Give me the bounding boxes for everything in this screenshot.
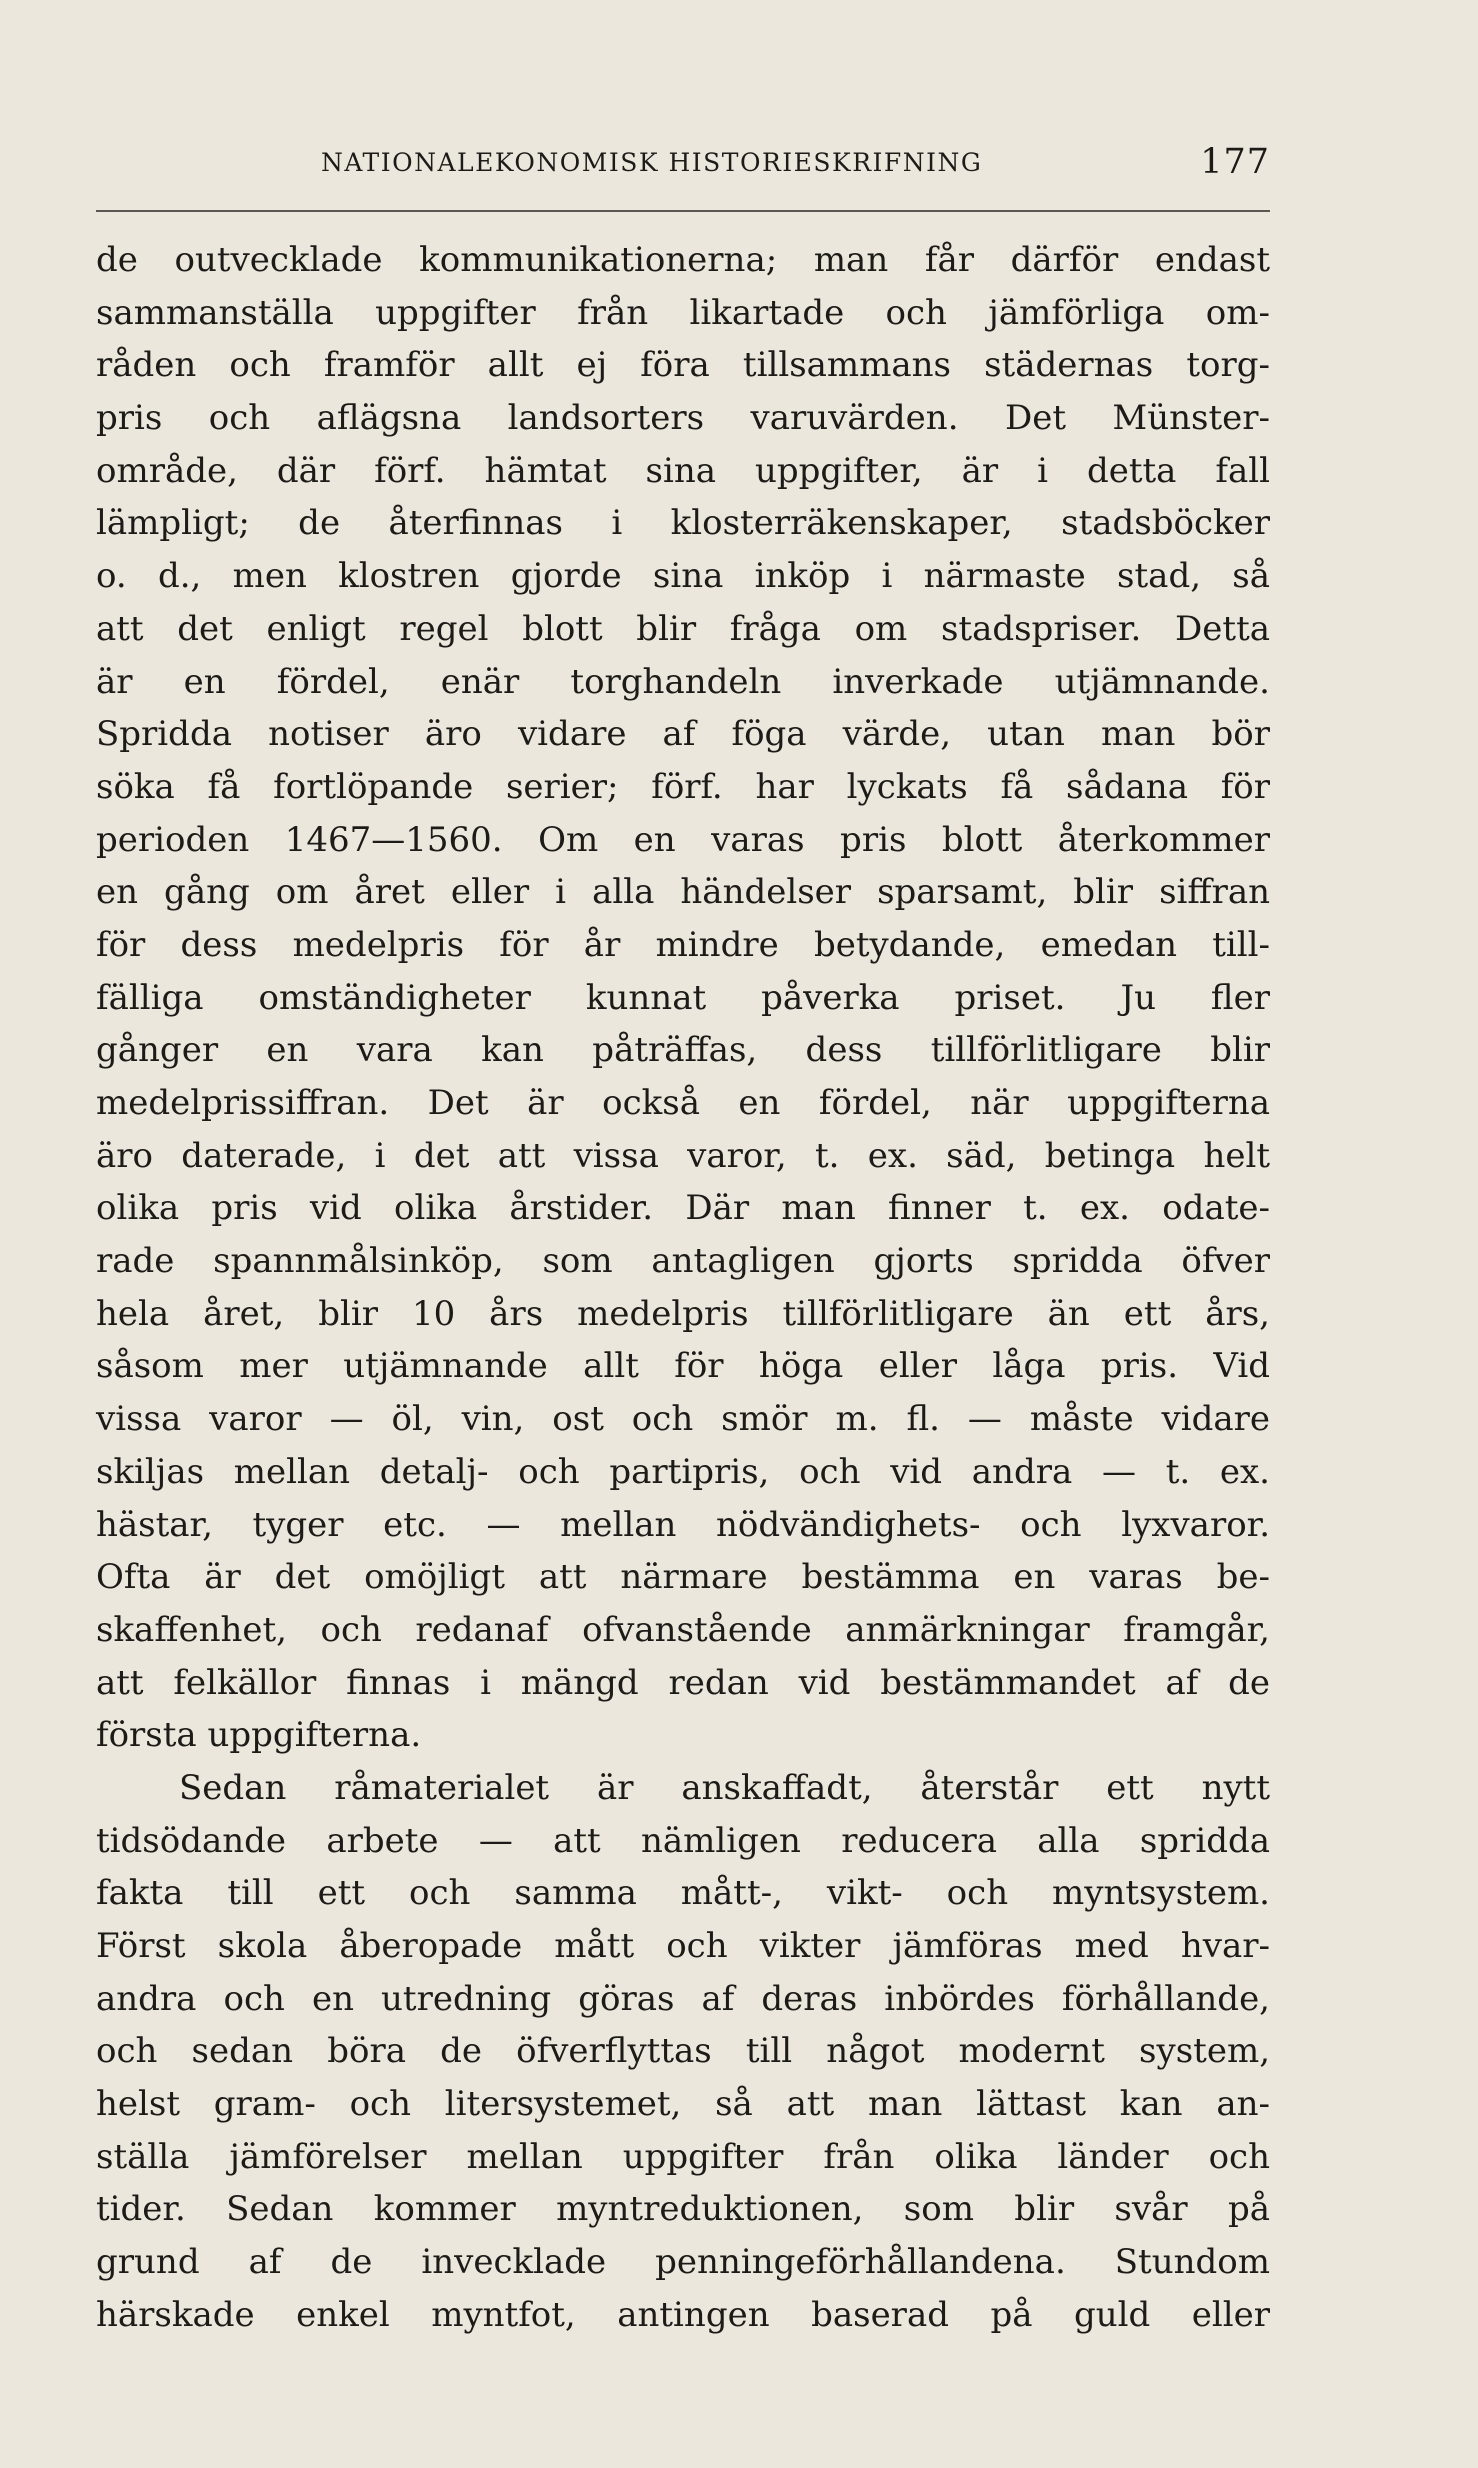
text-line: ställa jämförelser mellan uppgifter från olika länder och	[96, 2136, 1270, 2177]
text-line: hela året, blir 10 års medelpris tillförlitligare än ett års,	[96, 1293, 1270, 1334]
text-line: Ofta är det omöjligt att närmare bestämma en varas be-	[96, 1557, 1270, 1598]
text-line: grund af de invecklade penningeförhållandena. Stundom	[96, 2242, 1270, 2283]
text-line: söka få fortlöpande serier; förf. har lyckats få sådana för	[96, 766, 1270, 807]
text-line: såsom mer utjämnande allt för höga eller låga pris. Vid	[96, 1346, 1270, 1387]
text-line: de outvecklade kommunikationerna; man får därför endast	[96, 240, 1270, 280]
text-line: helst gram- och litersystemet, så att man lättast kan an-	[96, 2084, 1270, 2125]
text-line: råden och framför allt ej föra tillsammans städernas torg-	[96, 345, 1270, 386]
running-header	[96, 142, 1270, 188]
text-line: Spridda notiser äro vidare af föga värde, utan man bör	[96, 714, 1270, 755]
text-line: härskade enkel myntfot, antingen baserad på guld eller	[96, 2294, 1270, 2335]
text-line: tider. Sedan kommer myntreduktionen, som blir svår på	[96, 2189, 1270, 2230]
text-line: Först skola åberopade mått och vikter jämföras med hvar-	[96, 1926, 1270, 1966]
text-line: vissa varor — öl, vin, ost och smör m. fl. — måste vidare	[96, 1399, 1270, 1440]
text-line: skiljas mellan detalj- och partipris, och vid andra — t. ex.	[96, 1451, 1270, 1492]
text-line: äro daterade, i det att vissa varor, t. ex. säd, betinga helt	[96, 1135, 1270, 1176]
text-line: en gång om året eller i alla händelser sparsamt, blir siffran	[96, 872, 1270, 913]
page-number: 177	[1200, 142, 1270, 182]
text-line: lämpligt; de återfinnas i klosterräkenskaper, stadsböcker	[96, 503, 1270, 544]
text-line: andra och en utredning göras af deras inbördes förhållande,	[96, 1978, 1270, 2019]
text-line: att felkällor finnas i mängd redan vid bestämmandet af de	[96, 1662, 1270, 1703]
text-line: sammanställa uppgifter från likartade och jämförliga om-	[96, 292, 1270, 333]
text-line-paragraph-start: Sedan råmaterialet är anskaffadt, återstår ett nytt	[179, 1767, 1270, 1808]
text-line: fälliga omständigheter kunnat påverka priset. Ju fler	[96, 977, 1270, 1018]
text-line: perioden 1467—1560. Om en varas pris blott återkommer	[96, 819, 1270, 860]
text-line: fakta till ett och samma mått-, vikt- och myntsystem.	[96, 1873, 1270, 1914]
text-line: område, där förf. hämtat sina uppgifter, är i detta fall	[96, 450, 1270, 491]
text-line: skaffenhet, och redanaf ofvanstående anmärkningar framgår,	[96, 1609, 1270, 1650]
header-rule	[96, 210, 1270, 212]
text-line: hästar, tyger etc. — mellan nödvändighets- och lyxvaror.	[96, 1504, 1270, 1545]
body-text	[96, 234, 1270, 2342]
text-line: att det enligt regel blott blir fråga om stadspriser. Detta	[96, 608, 1270, 649]
text-line: och sedan böra de öfverflyttas till något modernt system,	[96, 2031, 1270, 2072]
text-line-paragraph-end: första uppgifterna.	[96, 1715, 422, 1756]
running-title: NATIONALEKONOMISK HISTORIESKRIFNING	[321, 148, 983, 177]
text-line: medelprissiffran. Det är också en fördel, när uppgifterna	[96, 1083, 1270, 1123]
text-line: olika pris vid olika årstider. Där man finner t. ex. odate-	[96, 1188, 1270, 1229]
text-line: o. d., men klostren gjorde sina inköp i närmaste stad, så	[96, 556, 1270, 597]
text-line: är en fördel, enär torghandeln inverkade utjämnande.	[96, 661, 1270, 702]
text-line: tidsödande arbete — att nämligen reducera alla spridda	[96, 1820, 1270, 1861]
text-line: för dess medelpris för år mindre betydande, emedan till-	[96, 924, 1270, 965]
text-line: pris och aflägsna landsorters varuvärden. Det Münster-	[96, 398, 1270, 439]
text-line: rade spannmålsinköp, som antagligen gjorts spridda öfver	[96, 1241, 1270, 1282]
text-line: gånger en vara kan påträffas, dess tillförlitligare blir	[96, 1030, 1270, 1071]
